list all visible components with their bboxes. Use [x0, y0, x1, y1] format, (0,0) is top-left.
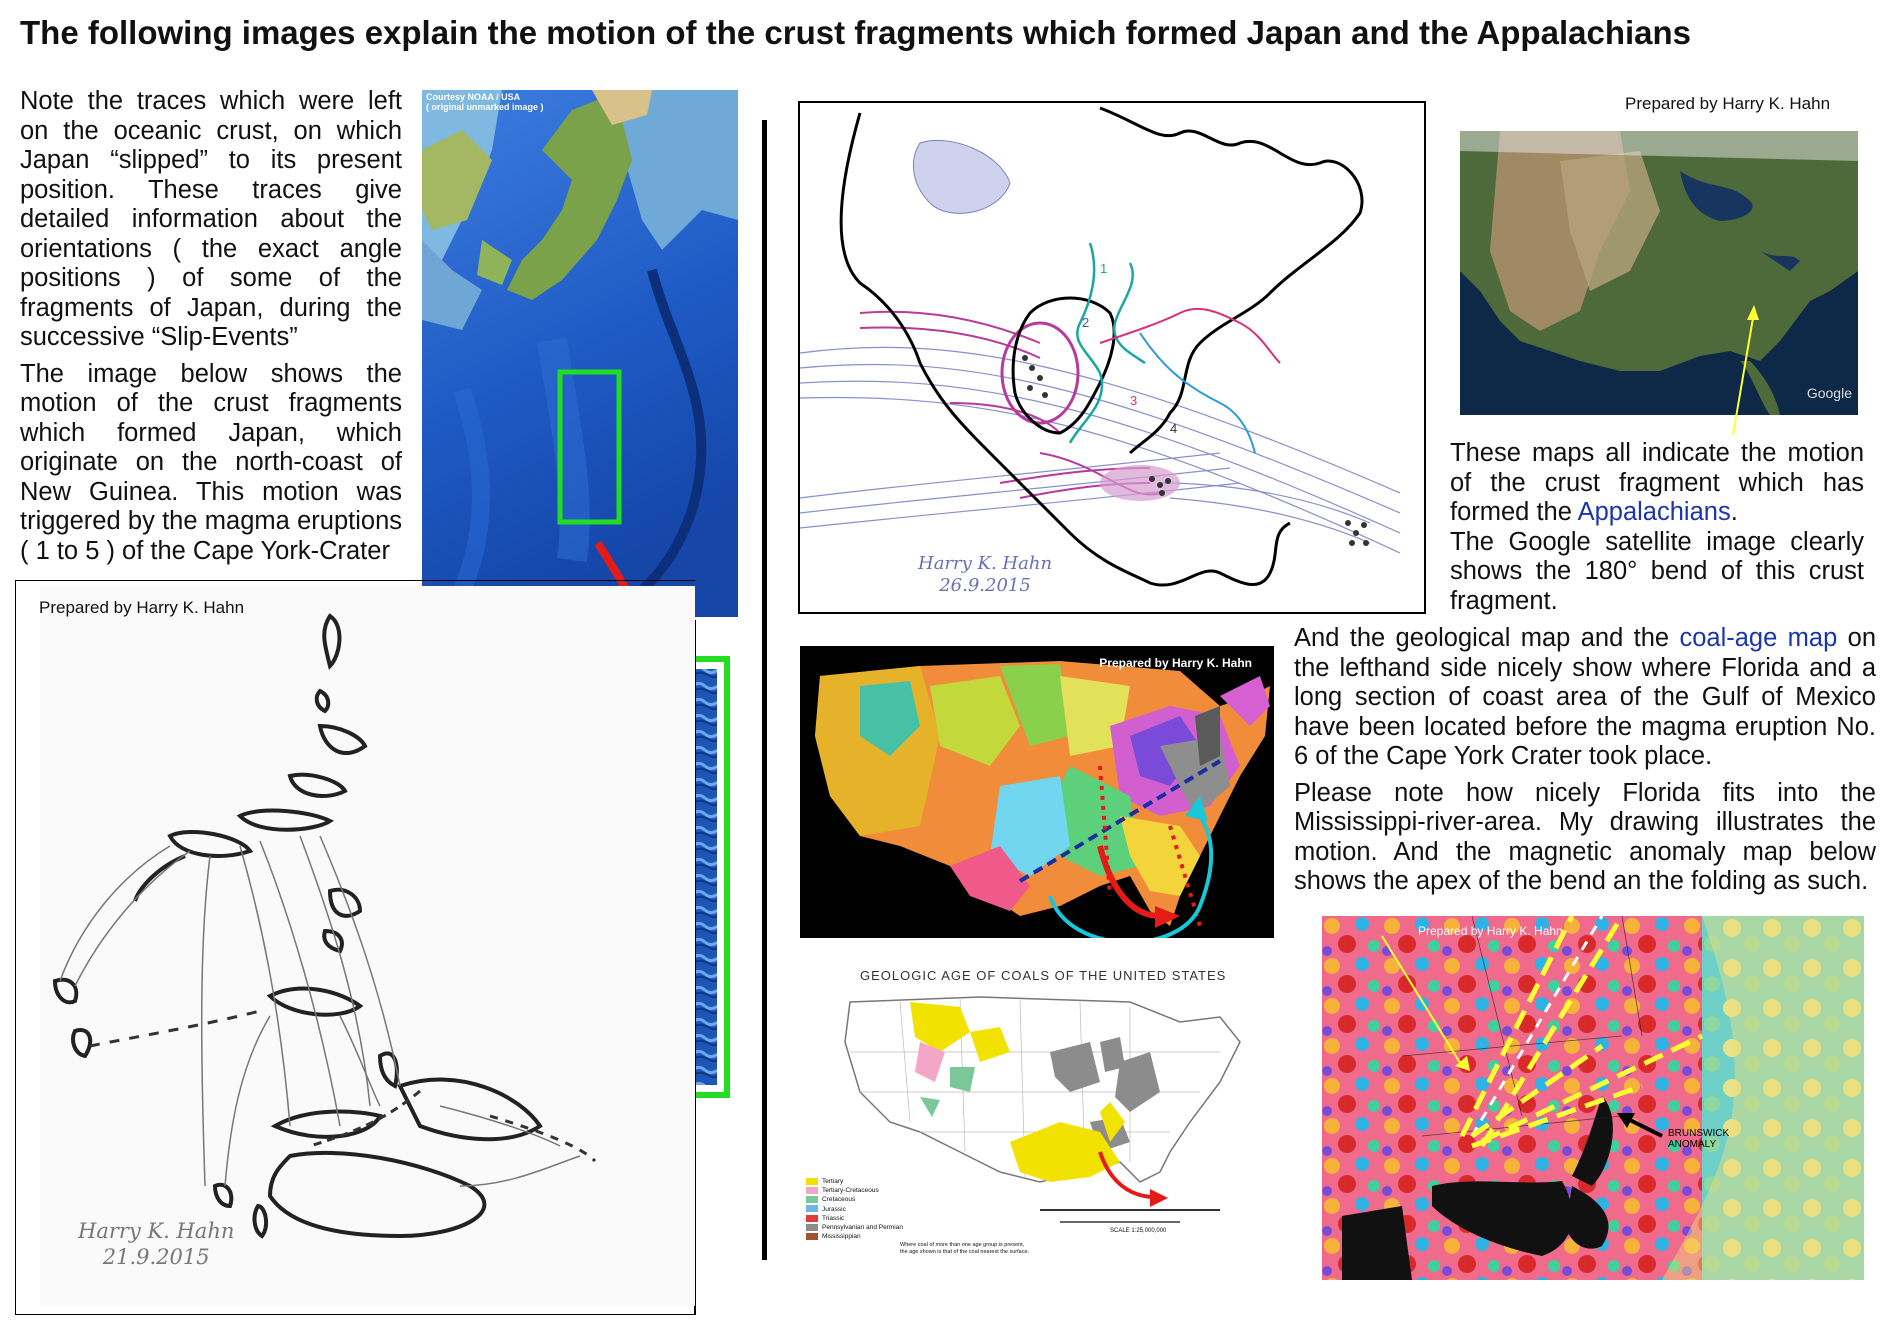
signature-date: 21.9.2015: [102, 1245, 210, 1269]
sketch-number-3: 3: [1130, 393, 1138, 408]
courtesy-line-1: Courtesy NOAA / USA: [426, 92, 521, 102]
right-p1-end: .: [1730, 498, 1738, 526]
satellite-credit: Prepared by Harry K. Hahn: [1625, 94, 1831, 113]
legend-swatch-6: [806, 1233, 818, 1240]
geological-map-overlay: [800, 646, 1274, 938]
geological-map: [800, 646, 1274, 938]
page-title: The following images explain the motion of the crust fragments which formed Japan and the Appalachians: [20, 14, 1692, 51]
google-watermark: Google: [1806, 385, 1852, 401]
legend-item: [806, 1205, 903, 1214]
left-paragraph-1: Note the traces which were left on the oceanic crust, on which Japan “slipped” to its present position. These traces give detailed information about the orientations ( the exact angle positions ) of some of the fragments of Japan, during the successive “Slip-Events”: [20, 87, 402, 351]
courtesy-label: [426, 92, 544, 112]
right-text-upper: [1450, 439, 1864, 616]
legend-swatch-3: [806, 1205, 818, 1212]
coal-age-map-link[interactable]: coal-age map: [1679, 624, 1838, 652]
right-paragraph-3: [1294, 624, 1876, 772]
legend-item: [806, 1214, 903, 1223]
vertical-divider: [762, 120, 767, 1260]
right-paragraph-2: The Google satellite image clearly shows the 180° bend of this crust fragment.: [1450, 527, 1864, 615]
japan-sketch: [40, 586, 695, 1306]
legend-item: [806, 1223, 903, 1232]
left-text-block: [20, 87, 402, 573]
left-paragraph-2: The image below shows the motion of the crust fragments which formed Japan, which originate on the north-coast of New Guinea. This motion was triggered by the magma eruptions ( 1 to 5 ) of the Cape York-Crater: [20, 359, 402, 565]
right-p3-start: And the geological map and the: [1294, 624, 1680, 652]
legend-label-1: Tertiary-Cretaceous: [822, 1187, 879, 1195]
coal-map-title: GEOLOGIC AGE OF COALS OF THE UNITED STATES: [860, 968, 1227, 983]
right-paragraph-4: Please note how nicely Florida fits into the Mississippi-river-area. My drawing illustrates the motion. And the magnetic anomaly map below shows the apex of the bend an the folding as such.: [1294, 778, 1876, 895]
signature-name: Harry K. Hahn: [78, 1219, 235, 1243]
legend-label-0: Tertiary: [822, 1178, 844, 1185]
right-p3-end: on the lefthand side nicely show where Florida and a long section of coast area of the Gulf of Mexico have been located before the magma eruption No. 6 of the Cape York Crater took place.: [1294, 624, 1876, 770]
legend-item: [806, 1195, 903, 1204]
legend-label-5: Pennsylvanian and Permian: [822, 1224, 903, 1232]
legend-swatch-5: [806, 1224, 818, 1231]
legend-label-4: Triassic: [822, 1214, 845, 1222]
legend-swatch-4: [806, 1215, 818, 1222]
right-paragraph-1: [1450, 439, 1864, 528]
legend-swatch-1: [806, 1187, 818, 1194]
coal-map-scale: SCALE 1:25,000,000: [1110, 1228, 1167, 1234]
coal-age-map: [800, 962, 1274, 1262]
brunswick-line-2: ANOMALY: [1668, 1139, 1717, 1150]
legend-swatch-2: [806, 1196, 818, 1203]
japan-sketch-credit: Prepared by Harry K. Hahn: [39, 598, 245, 617]
na-signature-date: 26.9.2015: [939, 575, 1031, 596]
magnetic-anomaly-map: [1322, 916, 1864, 1280]
magnetic-map-credit: Prepared by Harry K. Hahn: [1418, 924, 1563, 938]
appalachians-link[interactable]: Appalachians: [1577, 498, 1731, 526]
coal-map-legend: [806, 1177, 903, 1241]
courtesy-line-2: ( original unmarked image ): [426, 102, 544, 112]
legend-label-3: Jurassic: [822, 1205, 846, 1213]
legend-item: [806, 1186, 903, 1195]
right-p1-text: These maps all indicate the motion of the crust fragment which has formed the: [1450, 439, 1864, 526]
sketch-number-1: 1: [1100, 261, 1108, 276]
brunswick-anomaly-label: [1668, 1128, 1729, 1150]
legend-item: [806, 1232, 903, 1241]
legend-item: [806, 1177, 903, 1186]
yellow-arrow-satellite: [1725, 300, 1765, 440]
ocean-bathymetry-map: [422, 90, 738, 617]
google-satellite-image: [1460, 131, 1858, 415]
legend-label-6: Mississippian: [822, 1233, 861, 1241]
coal-map-note: Where coal of more than one age group is present, the age shown is that of the coal nearest the surface.: [900, 1242, 1030, 1255]
right-text-lower: [1294, 624, 1876, 897]
sketch-number-2: 2: [1082, 315, 1090, 330]
legend-swatch-0: [806, 1178, 818, 1185]
japan-sketch-signature: [78, 1218, 234, 1270]
legend-label-2: Cretaceous: [822, 1196, 856, 1204]
na-signature-name: Harry K. Hahn: [918, 553, 1053, 574]
na-sketch-signature: [918, 553, 1052, 597]
brunswick-line-1: BRUNSWICK: [1668, 1128, 1730, 1139]
sketch-number-4: 4: [1170, 421, 1178, 436]
geological-map-credit: Prepared by Harry K. Hahn: [1099, 656, 1252, 670]
north-america-sketch: [798, 101, 1426, 614]
